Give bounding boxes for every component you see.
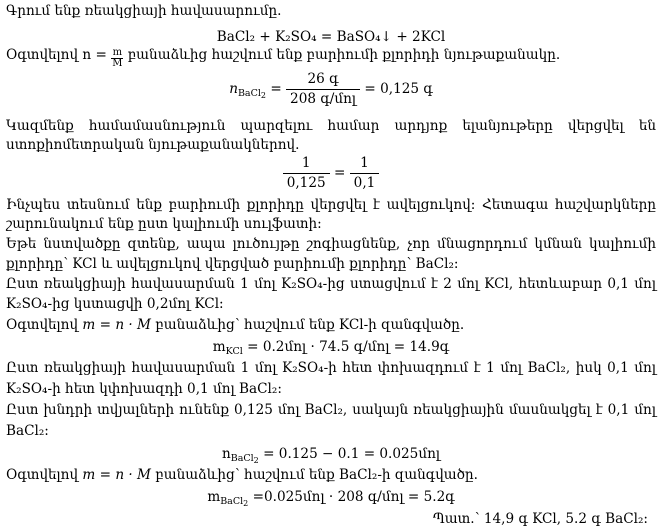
formula-line [6, 46, 560, 69]
text-segment: բանաձևից հաշվում ենք բարիումի քլորիդի նյութաքանակը. [127, 47, 561, 63]
fraction-denominator: M [112, 58, 123, 69]
text-line: Գրում ենք ռեակցիայի հավասարումը. [6, 3, 282, 19]
formula: m = n · M [82, 467, 151, 483]
subscript: BaCl [237, 88, 261, 99]
subscript: BaCl [220, 496, 244, 507]
symbol-m: m [212, 339, 226, 355]
symbol-m: m [207, 489, 221, 505]
proportion [0, 154, 662, 192]
formula: m = n · M [82, 317, 151, 333]
subsubscript: 2 [253, 456, 259, 465]
text-line: ստոքիոմետրական նյութաքանակներով. [6, 137, 300, 153]
bacl2-mass-calculation [0, 488, 662, 506]
fraction-numerator: 1 [350, 155, 380, 174]
subsubscript: 2 [243, 499, 249, 508]
kcl-mass-calculation [0, 338, 662, 356]
fraction-denominator: 208 գ/մոլ [290, 91, 357, 107]
text-line: Ըստ ռեակցիայի հավասարման 1 մոլ K₂SO₄-ի հետ փոխազդում է 1 մոլ BaCl₂, իսկ 0,1 մոլ [6, 360, 656, 376]
text-segment: Օգտվելով [6, 467, 79, 483]
excess-moles-calculation [0, 445, 662, 463]
subscript: KCl [225, 346, 243, 357]
fraction-numerator: m [112, 47, 123, 58]
text-line: շարունակում ենք ըստ կալիումի սուլֆատի: [6, 216, 322, 232]
moles-calculation [0, 70, 662, 108]
fraction-numerator: 26 գ [286, 71, 360, 90]
fraction-denominator: 0,1 [353, 175, 376, 191]
text-line: Կազմենք համամասնություն պարզելու համար արդյոք ելանյութերը վերցվել են [6, 118, 656, 134]
fraction [283, 155, 330, 192]
symbol-n: n [221, 446, 231, 462]
result: = 0.125 − 0.1 = 0.025մոլ [263, 446, 441, 462]
text-line: Ինչպես տեսնում ենք բարիումի քլորիդը վերցվել է ավելցուկով: Հետագա հաշվարկները [6, 197, 656, 213]
fraction [286, 71, 360, 108]
text-line: Եթե նստվածքը զտենք, ապա լուծույթը շոգիացնենք, չոր մնացորդում կմնան կալիումի [6, 236, 656, 252]
subsubscript: 2 [260, 91, 266, 100]
equals: = [333, 165, 346, 181]
text-line: BaCl₂: [6, 423, 49, 439]
result: = 0,125 գ [364, 81, 433, 97]
formula-line [6, 316, 464, 334]
inline-fraction [111, 48, 123, 69]
equals: = [270, 81, 282, 97]
result: =0.025մոլ · 208 գ/մոլ = 5.2գ [252, 489, 455, 505]
subscript: BaCl [230, 453, 254, 464]
reaction-equation: BaCl₂ + K₂SO₄ = BaSO₄↓ + 2KCl [216, 29, 446, 45]
text-segment: Օգտվելով n = [6, 47, 107, 63]
text-line: Ըստ խնդրի տվյալների ունենք 0,125 մոլ BaCl₂, սակայն ռեակցիային մասնակցել է 0,1 մոլ [6, 402, 656, 418]
fraction-numerator: 1 [283, 155, 330, 174]
result: = 0.2մոլ · 74.5 գ/մոլ = 14.9գ [247, 339, 450, 355]
text-line: K₂SO₄-ի հետ կփոխազդի 0,1 մոլ BaCl₂: [6, 381, 282, 397]
text-segment: բանաձևից՝ հաշվում ենք BaCl₂-ի զանգվածը. [155, 467, 478, 483]
text-line: K₂SO₄-ից կստացվի 0,2մոլ KCl: [6, 296, 224, 312]
fraction [350, 155, 380, 192]
text-line: քլորիդը՝ KCl և ավելցուկով վերցված բարիումի քլորիդը՝ BaCl₂: [6, 256, 459, 272]
answer-line: Պատ.՝ 14,9 գ KCl, 5.2 գ BaCl₂: [432, 511, 648, 527]
symbol-n: n [229, 81, 238, 97]
fraction-denominator: 0,125 [286, 175, 326, 191]
text-segment: Օգտվելով [6, 317, 79, 333]
text-line: Ըստ ռեակցիայի հավասարման 1 մոլ K₂SO₄-ից ստացվում է 2 մոլ KCl, հետևաբար 0,1 մոլ [6, 276, 656, 292]
formula-line [6, 466, 478, 484]
text-segment: բանաձևից՝ հաշվում ենք KCl-ի զանգվածը. [155, 317, 465, 333]
